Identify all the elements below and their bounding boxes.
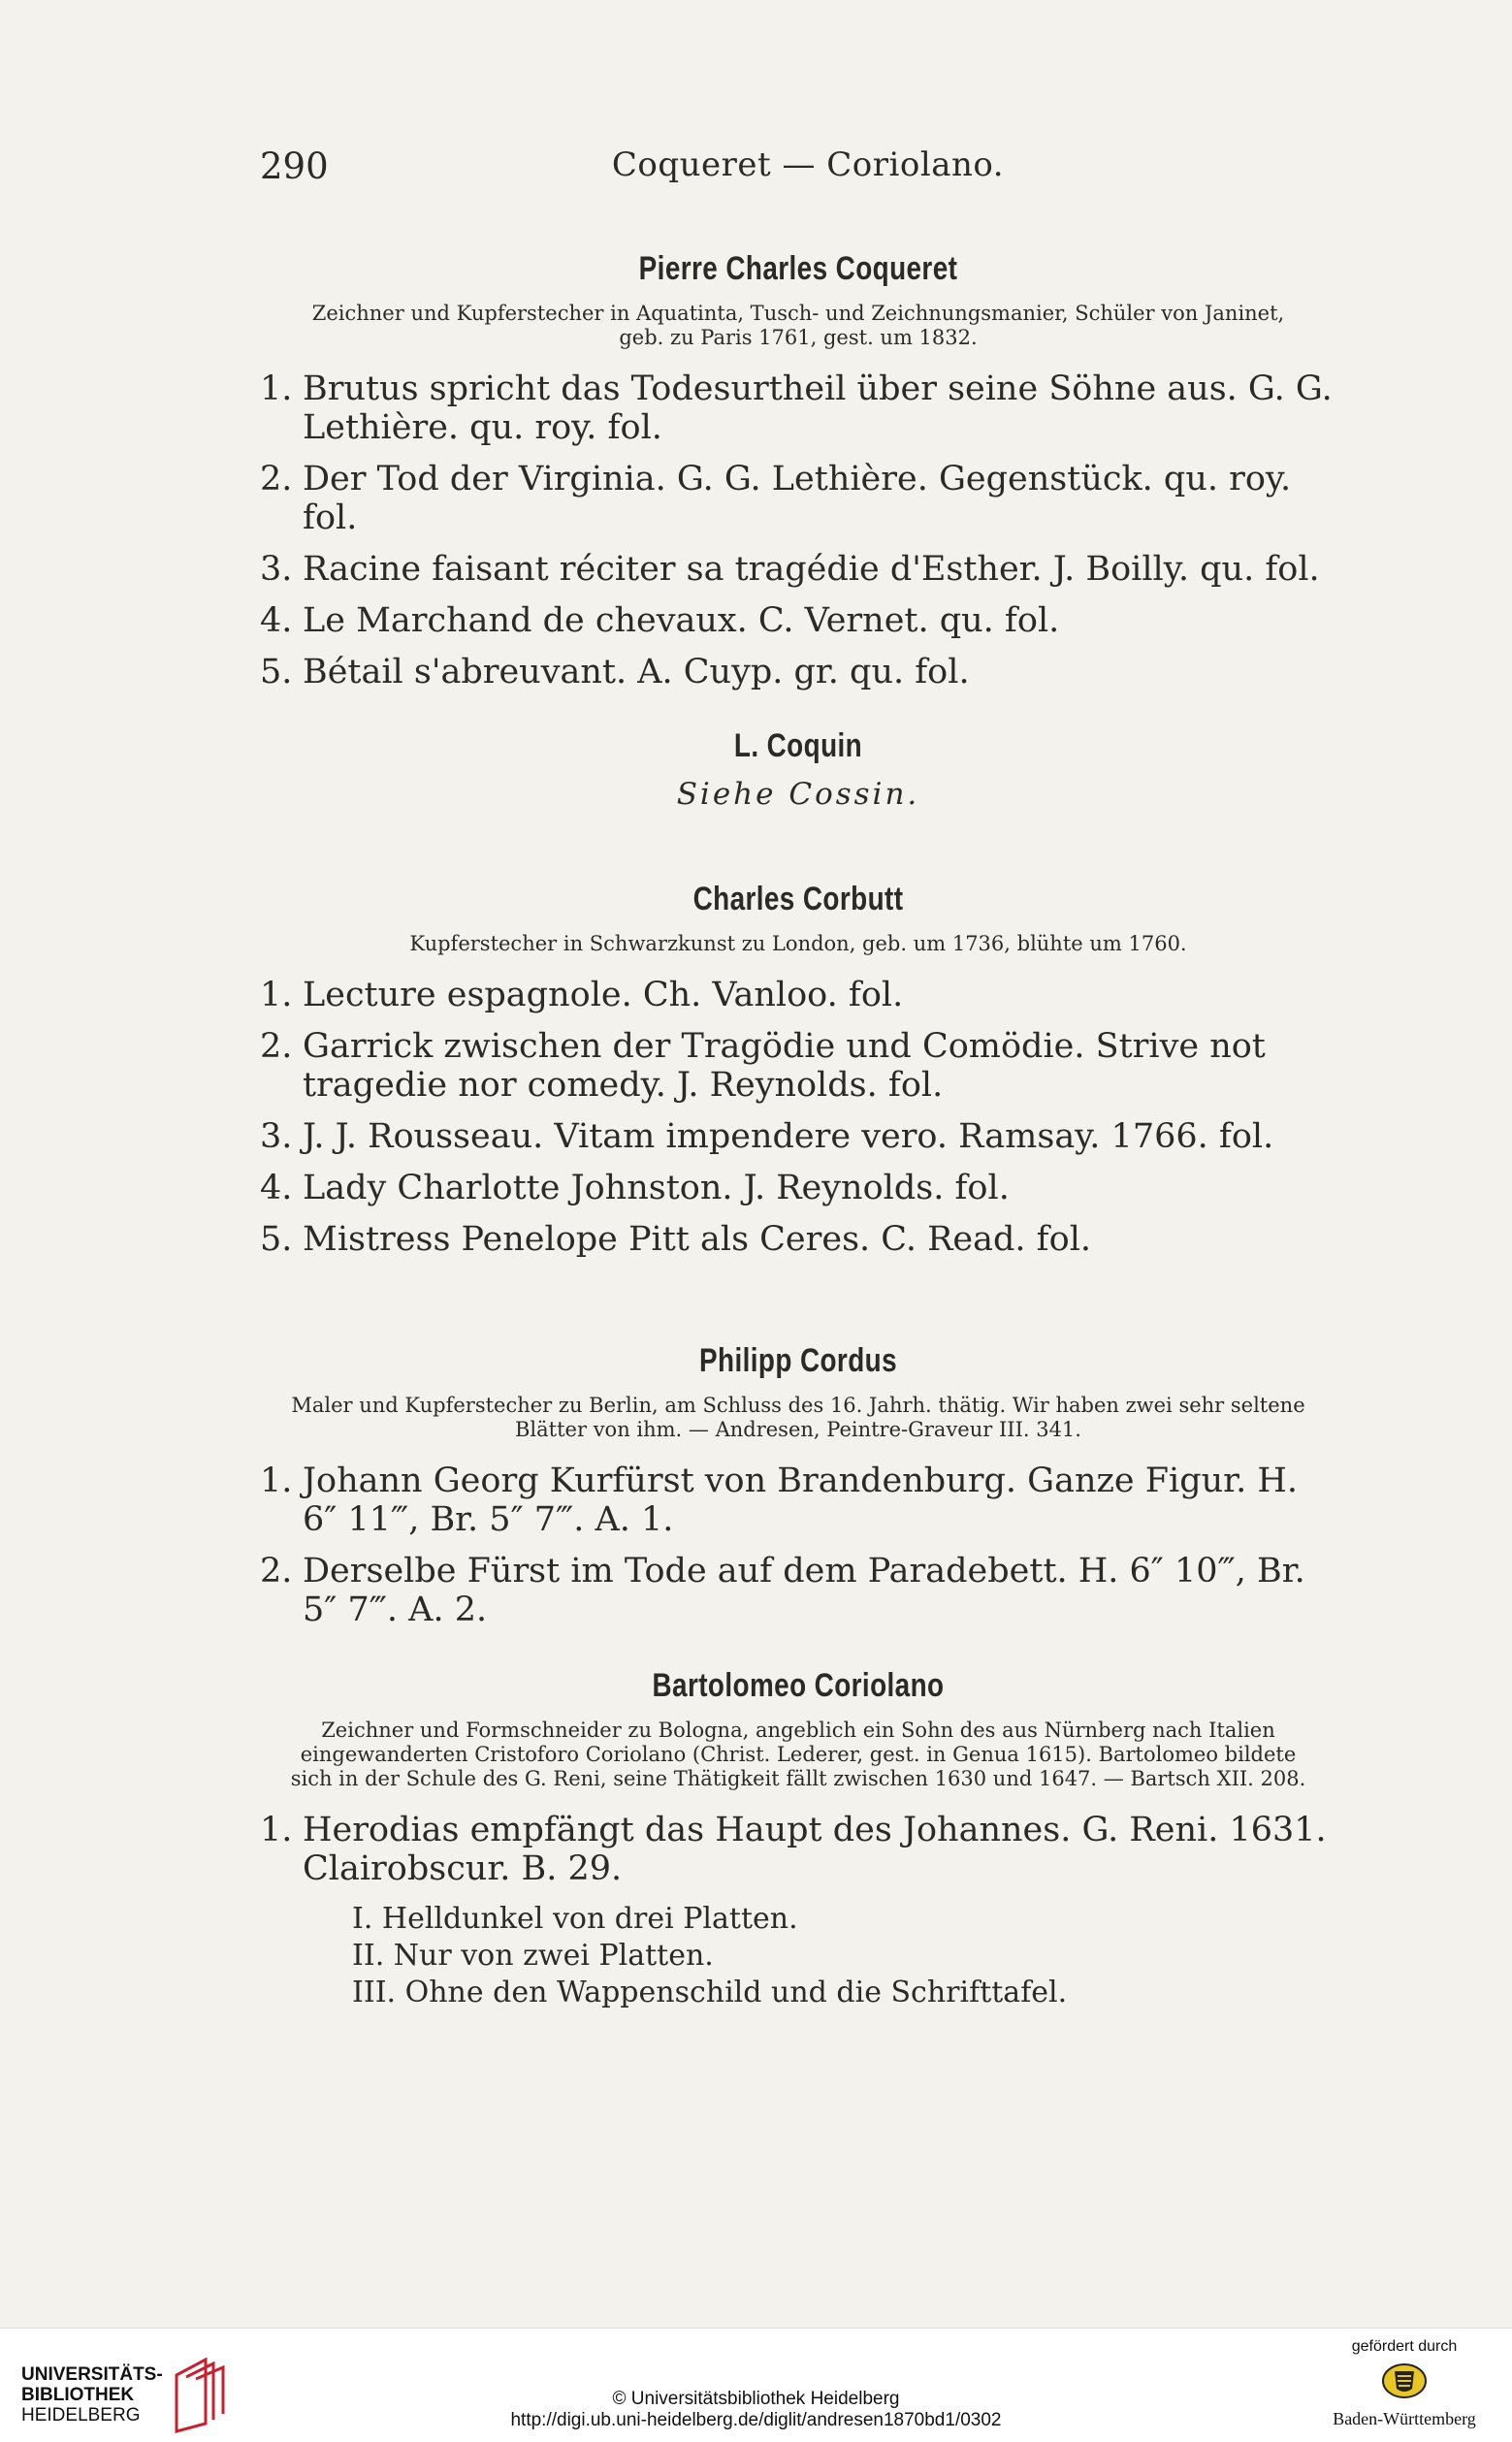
entry-item bbox=[260, 1169, 1336, 1207]
running-title: Coqueret — Coriolano. bbox=[611, 145, 1005, 184]
entry-number: 2. bbox=[260, 1027, 293, 1066]
entry-number: 5. bbox=[260, 1220, 293, 1259]
artist-name: Charles Corbutt bbox=[692, 881, 904, 917]
entry-list bbox=[260, 1811, 1336, 2011]
entry-text: Lecture espagnole. Ch. Vanloo. fol. bbox=[303, 976, 904, 1014]
entry-text: Le Marchand de chevaux. C. Vernet. qu. fol. bbox=[303, 601, 1060, 640]
entry-number: 5. bbox=[260, 653, 293, 691]
copyright-block bbox=[0, 2389, 1512, 2431]
entry-item bbox=[260, 1462, 1336, 1539]
library-name-line1: UNIVERSITÄTS- bbox=[21, 2363, 163, 2385]
artist-name: Pierre Charles Coqueret bbox=[638, 250, 958, 287]
artist-name: L. Coquin bbox=[733, 727, 863, 764]
entry-number: 3. bbox=[260, 550, 293, 589]
entry-list bbox=[260, 370, 1336, 691]
entry-text: Der Tod der Virginia. G. G. Lethière. Gegenstück. qu. roy. fol. bbox=[303, 460, 1292, 537]
entry-item bbox=[260, 370, 1336, 447]
entry-item bbox=[260, 1220, 1336, 1259]
entry-number: 2. bbox=[260, 1552, 293, 1591]
entry-text: Mistress Penelope Pitt als Ceres. C. Read. fol. bbox=[303, 1220, 1092, 1259]
artist-section-coriolano bbox=[260, 1667, 1336, 2011]
entry-number: 3. bbox=[260, 1117, 293, 1156]
artist-section-coqueret bbox=[260, 250, 1336, 704]
entry-list bbox=[260, 1462, 1336, 1629]
state-line: II. Nur von zwei Platten. bbox=[352, 1939, 714, 1973]
entry-text: Johann Georg Kurfürst von Brandenburg. Ganze Figur. H. 6″ 11‴, Br. 5″ 7‴. A. 1. bbox=[303, 1462, 1298, 1539]
coat-of-arms-icon bbox=[1380, 2362, 1429, 2400]
entry-text: Derselbe Fürst im Tode auf dem Paradebett. H. 6″ 10‴, Br. 5″ 7‴. A. 2. bbox=[303, 1552, 1305, 1629]
cross-reference: Siehe Cossin. bbox=[676, 777, 920, 812]
entry-number: 2. bbox=[260, 460, 293, 498]
permalink[interactable]: http://digi.ub.uni-heidelberg.de/diglit/andresen1870bd1/0302 bbox=[510, 2410, 1002, 2430]
artist-section-corbutt bbox=[260, 881, 1336, 1271]
artist-name: Bartolomeo Coriolano bbox=[652, 1667, 945, 1704]
library-name-line2: BIBLIOTHEK bbox=[21, 2384, 135, 2405]
entry-item bbox=[260, 976, 1336, 1014]
entry-number: 1. bbox=[260, 976, 293, 1014]
entry-item bbox=[260, 1552, 1336, 1629]
artist-bio: Zeichner und Formschneider zu Bologna, angeblich ein Sohn des aus Nürnberg nach Italien eingewanderten Cristoforo Coriolano (Christ. Lederer, gest. in Genua 1615). Bartolomeo bildete sich in der Schule des G. Reni, seine Thätigkeit fällt zwischen 1630 und 1647. — Bartsch XII. 208. bbox=[290, 1719, 1306, 1790]
entry-number: 1. bbox=[260, 370, 293, 408]
entry-text: Lady Charlotte Johnston. J. Reynolds. fol. bbox=[303, 1169, 1010, 1207]
entry-text: Garrick zwischen der Tragödie und Comödie. Strive not tragedie nor comedy. J. Reynolds. fol. bbox=[303, 1027, 1266, 1105]
artist-bio: Zeichner und Kupferstecher in Aquatinta, Tusch- und Zeichnungsmanier, Schüler von Janinet, geb. zu Paris 1761, gest. um 1832. bbox=[311, 302, 1285, 349]
entry-number: 1. bbox=[260, 1811, 293, 1849]
state-line: I. Helldunkel von drei Platten. bbox=[352, 1902, 798, 1936]
entry-item bbox=[260, 653, 1336, 691]
entry-item bbox=[260, 601, 1336, 640]
state-line: III. Ohne den Wappenschild und die Schrifttafel. bbox=[352, 1976, 1068, 2009]
copyright-text: © Universitätsbibliothek Heidelberg bbox=[612, 2389, 900, 2409]
entry-text: Brutus spricht das Todesurtheil über seine Söhne aus. G. G. Lethière. qu. roy. fol. bbox=[303, 370, 1333, 447]
entry-text: Bétail s'abreuvant. A. Cuyp. gr. qu. fol. bbox=[303, 653, 970, 691]
page-number: 290 bbox=[260, 145, 329, 187]
running-header bbox=[260, 145, 1356, 194]
artist-name: Philipp Cordus bbox=[698, 1342, 898, 1379]
artist-bio: Maler und Kupferstecher zu Berlin, am Schluss des 16. Jahrh. thätig. Wir haben zwei sehr seltene Blätter von ihm. — Andresen, Peintre-Graveur III. 341. bbox=[291, 1394, 1305, 1441]
viewer-footer bbox=[0, 2328, 1512, 2442]
entry-item bbox=[260, 550, 1336, 589]
entry-item bbox=[260, 1027, 1336, 1105]
entry-number: 4. bbox=[260, 1169, 293, 1207]
funded-label: gefördert durch bbox=[1351, 2338, 1458, 2355]
entry-item bbox=[260, 460, 1336, 537]
funder-name: Baden-Württemberg bbox=[1333, 2409, 1476, 2428]
library-name-line3: HEIDELBERG bbox=[21, 2404, 141, 2426]
entry-text: Herodias empfängt das Haupt des Johannes. G. Reni. 1631. Clairobscur. B. 29. bbox=[303, 1811, 1327, 1888]
entry-text: Racine faisant réciter sa tragédie d'Esther. J. Boilly. qu. fol. bbox=[303, 550, 1320, 589]
entry-list bbox=[260, 976, 1336, 1259]
artist-section-cordus bbox=[260, 1342, 1336, 1642]
entry-item bbox=[260, 1811, 1336, 1888]
entry-item bbox=[260, 1117, 1336, 1156]
entry-text: J. J. Rousseau. Vitam impendere vero. Ramsay. 1766. fol. bbox=[303, 1117, 1274, 1156]
funder-block bbox=[1322, 2338, 1487, 2429]
artist-bio: Kupferstecher in Schwarzkunst zu London, geb. um 1736, blühte um 1760. bbox=[409, 932, 1187, 955]
entry-number: 1. bbox=[260, 1462, 293, 1500]
entry-number: 4. bbox=[260, 601, 293, 640]
artist-section-coquin bbox=[260, 727, 1336, 812]
